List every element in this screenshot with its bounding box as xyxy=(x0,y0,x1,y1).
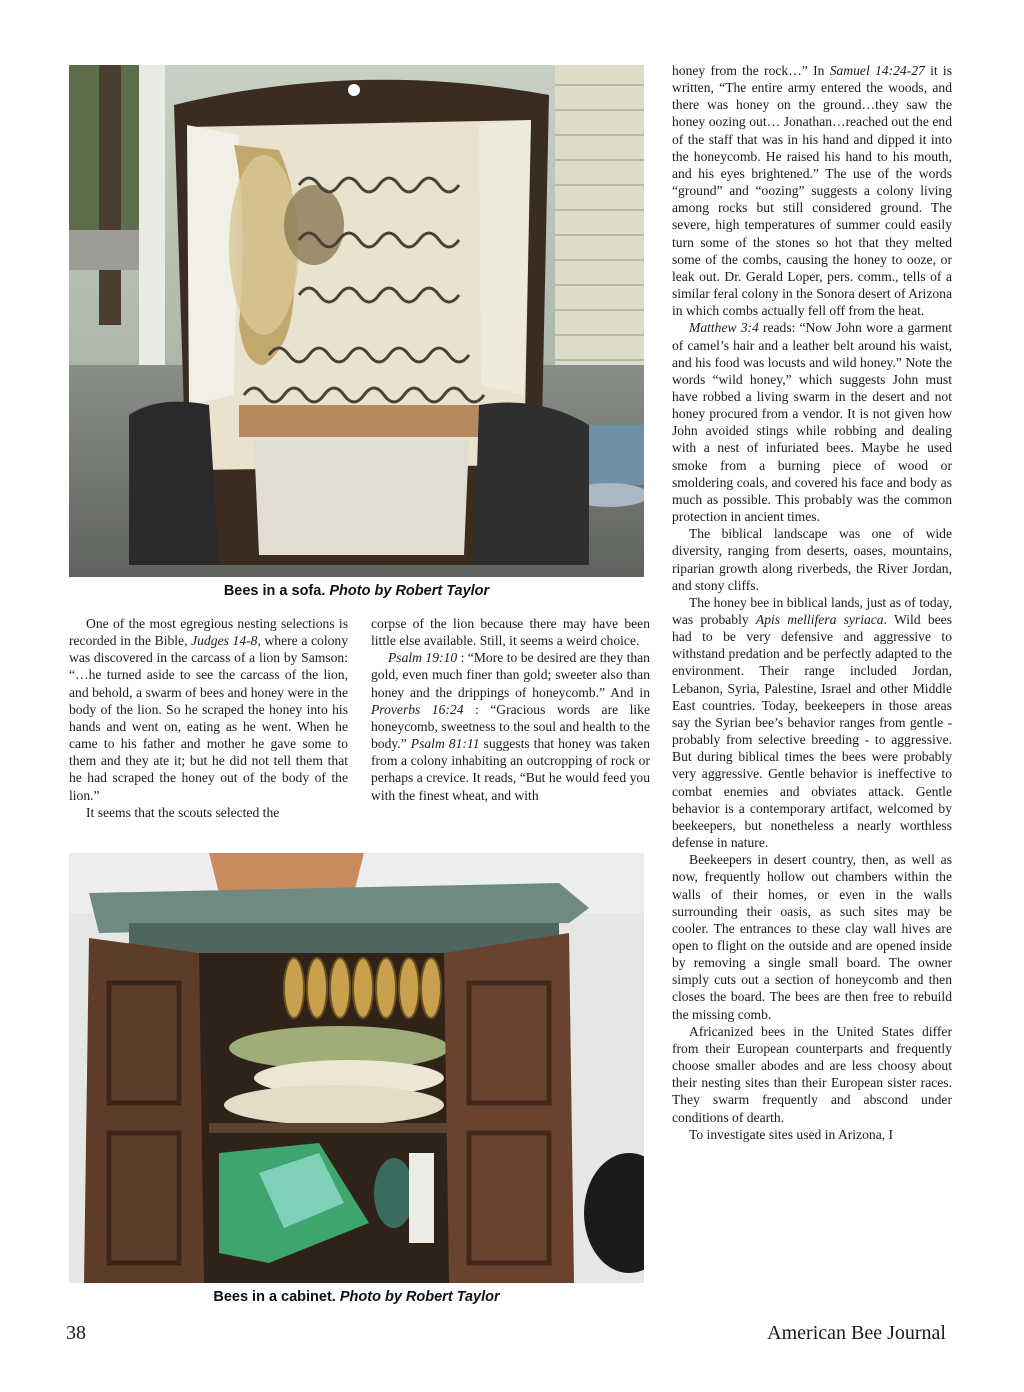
species-name: Apis mellifera syriaca xyxy=(755,612,884,627)
article-column-1 xyxy=(69,615,348,821)
col3-paragraph-2 xyxy=(672,319,952,525)
col2-paragraph-2 xyxy=(371,649,650,803)
col3-paragraph-6: Africanized bees in the United States differ from their European counterparts and frequently choose smaller abodes and are less choosy about their nesting sites than their European sister races. They swarm frequently and abscond under conditions of dearth. xyxy=(672,1023,952,1125)
bible-ref-psalm-19: Psalm 19:10 xyxy=(388,650,458,666)
cabinet-caption-credit: Photo by Robert Taylor xyxy=(339,1289,500,1305)
col1-p1-text-b: where a colony was discovered in the carcass of a lion by Samson: “…he turned aside to see the carcass of the lion, and behold, a swarm of bees and honey were in the body of the lion. So he scraped the honey into his hands and went on, eating as he went. When he came to his father and mother he gave some to them and they ate it; but he did not tell them that he had scraped the honey out of the body of the lion.” xyxy=(69,633,348,803)
col3-p1-text-b: it is written, “The entire army entered the woods, and there was honey on the ground…they saw the honey oozing out… Jonathan…reached out the end of the staff that was in his hand and dipped it into the honeycomb. He raised his hand to his mouth, and his eyes brightened.” The use of the words “ground” and “oozing” suggests a colony living among rocks but still considered ground. The severe, high temperatures of summer could easily turn some of the stones so hot that they melted some of the combs, causing the honey to ooze, or leak out. Dr. Gerald Loper, pers. comm., tells of a similar feral colony in the Sonora desert of Arizona in which combs actually fell off from the heat. xyxy=(672,63,952,319)
page-number: 38 xyxy=(66,1322,86,1344)
col3-paragraph-5: Beekeepers in desert country, then, as well as now, frequently hollow out chambers within the walls of their homes, or even in the walls surrounding their oasis, as such sites may be cooler. The entrances to these clay wall hives are open to flight on the outside and are opened inside by removing a single small board. The owner simply cuts out a section of honeycomb and then closes the board. The bees are then free to rebuild the missing comb. xyxy=(672,852,952,1022)
bible-ref-judges: Judges 14-8, xyxy=(191,633,261,649)
col3-paragraph-3: The biblical landscape was one of wide diversity, ranging from deserts, oases, mountains, riparian growth along riverbeds, the River Jordan, and stony cliffs. xyxy=(672,526,952,593)
sofa-photo-illustration xyxy=(69,65,644,577)
cabinet-caption-lead: Bees in a cabinet. xyxy=(213,1289,336,1305)
journal-title: American Bee Journal xyxy=(767,1322,946,1344)
bible-ref-matthew: Matthew 3:4 xyxy=(689,320,759,336)
col3-p1-text-a: honey from the rock…” In xyxy=(672,63,830,78)
sofa-caption-credit: Photo by Robert Taylor xyxy=(329,583,490,599)
col3-p2-text: reads: “Now John wore a garment of camel’s hair and a leather belt around his waist, and his food was locusts and wild honey.” Note the words “wild honey,” which suggests John must have robbed a living swarm in the desert and not honey procured from a vendor. It is not given how John avoided stings while robbing and dealing with a nest of infuriated bees. Maybe he used smoke from a burning piece of wood or smoldering coals, and covered his face and body as much as possible. This probably was the common protection in ancient times. xyxy=(672,320,952,525)
col1-paragraph-1 xyxy=(69,615,348,804)
cabinet-photo-illustration xyxy=(69,853,644,1283)
sofa-photo xyxy=(69,65,644,577)
cabinet-photo-caption xyxy=(69,1289,644,1305)
sofa-caption-lead: Bees in a sofa. xyxy=(223,583,326,599)
col3-p4-text-a: The honey bee in biblical lands, just as of today, was probably xyxy=(672,594,952,627)
col2-p2-text-b: : “Gracious words are like honeycomb, sweetness to the soul and health to the body.” xyxy=(371,701,650,752)
col3-paragraph-1 xyxy=(672,62,952,319)
sofa-photo-caption xyxy=(69,583,644,599)
article-column-3 xyxy=(672,62,952,1143)
col3-paragraph-4 xyxy=(672,594,952,851)
col2-paragraph-1: corpse of the lion because there may have been little else available. Still, it seems a weird choice. xyxy=(371,616,650,649)
bible-ref-samuel: Samuel 14:24-27 xyxy=(829,63,925,78)
col3-paragraph-7: To investigate sites used in Arizona, I xyxy=(689,1126,894,1142)
bible-ref-psalm-81: Psalm 81:11 xyxy=(410,736,480,752)
cabinet-photo xyxy=(69,853,644,1283)
bible-ref-proverbs: Proverbs 16:24 xyxy=(371,701,464,717)
col1-p1-text-a: One of the most egregious nesting selections is recorded in the Bible, xyxy=(69,616,348,649)
col3-p4-text-b: . Wild bees had to be very defensive and aggressive to withstand predation and be perfectly adapted to the environment. Their range included Jordan, Lebanon, Syria, Palestine, Israel and other Middle East countries. Today, beekeepers in those areas say the Syrian bee’s behavior ranges from gentle - probably from selective breeding - to aggressive. But during biblical times the bees were probably very aggressive. Gentle behavior is ineffective to combat enemies and obviates attack. Gentle behavior is a contemporary artifact, welcomed by beekeepers, but nonetheless a nearly worthless defense in nature. xyxy=(672,612,952,851)
col1-paragraph-2: It seems that the scouts selected the xyxy=(86,804,280,820)
col2-p2-text-c: suggests that honey was taken from a colony inhabiting an outcropping of rock or perhaps a crevice. It reads, “But he would feed you with the finest wheat, and with xyxy=(371,736,650,803)
article-column-2 xyxy=(371,615,650,804)
col2-p2-text-a: : “More to be desired are they than gold, even much finer than gold; sweeter also than honey and the drippings of honeycomb.” And in xyxy=(371,650,650,700)
